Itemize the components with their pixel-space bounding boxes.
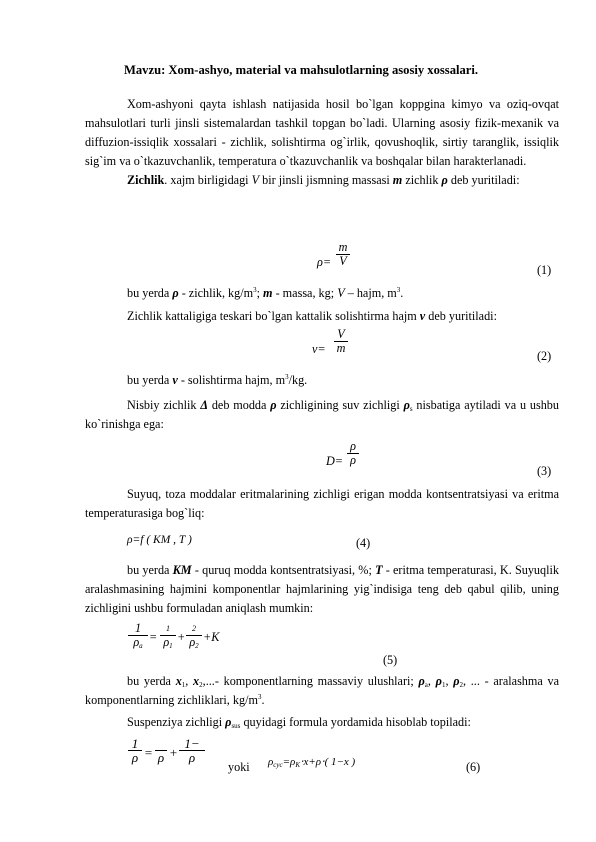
eq4-formula: ρ=f ( KM , T ) — [127, 534, 192, 546]
symbol-v: V — [337, 286, 345, 300]
eq5-fraction-2 — [160, 622, 176, 649]
symbol-delta: Δ — [200, 398, 208, 412]
text: nisbatiga aytiladi va u ushbu ko`rinishga ega: — [85, 398, 559, 431]
subscript: K — [295, 761, 300, 769]
eq6-fraction-2 — [155, 737, 167, 764]
text: – hajm, m — [344, 286, 397, 300]
eq1-denominator: V — [339, 254, 347, 268]
text: Suyuq, toza moddalar eritmalarining zichligi erigan modda kontsentratsiyasi va eritma temperaturasiga bog`liq: — [85, 487, 559, 520]
eq3-number: (3) — [537, 464, 552, 478]
density-definition — [85, 171, 559, 190]
text: - quruq modda kontsentratsiyasi, %; — [191, 563, 376, 577]
eq6-number: (6) — [466, 760, 481, 774]
denominator: ρ — [189, 635, 196, 649]
denominator: ρ — [131, 750, 139, 765]
term-density: Zichlik — [127, 173, 165, 187]
text: , ... - aralashma va komponentlarning zichliklari, kg/m — [85, 674, 560, 707]
eq5-plus-k: +K — [203, 630, 220, 644]
symbol-v: V — [251, 173, 260, 187]
page-title: Mavzu: Xom-ashyo, material va mahsulotlarning asosiy xossalari. — [124, 63, 479, 77]
subscript: cyc — [273, 761, 283, 769]
eq6-equals: = — [144, 745, 153, 760]
eq2-fraction — [334, 328, 348, 355]
numerator: 2 — [192, 624, 196, 633]
eq3-fraction — [347, 440, 359, 467]
eq6-fraction-1 — [128, 737, 142, 764]
eq5-number: (5) — [383, 653, 398, 667]
numerator: 1− — [184, 736, 200, 751]
specific-volume-units — [127, 373, 307, 388]
eq1-numerator: m — [338, 240, 348, 254]
text: bu yerda — [127, 674, 176, 688]
text: deb yuritiladi: — [447, 173, 520, 187]
symbol-km: KM — [172, 563, 192, 577]
subscript: a — [139, 642, 143, 650]
text: deb modda — [207, 398, 271, 412]
text: - komponentlarning massaviy ulushlari; — [214, 674, 419, 688]
denominator: ρ — [157, 750, 165, 765]
subscript: s — [409, 405, 413, 413]
eq5-fraction-1 — [128, 622, 148, 649]
eq4-number: (4) — [356, 536, 371, 550]
text: bir jinsli jismning massasi — [259, 173, 393, 187]
specific-volume-intro — [127, 309, 497, 324]
text: Zichlik kattaligiga teskari bo`lgan kattalik solishtirma hajm — [127, 309, 420, 323]
density-units — [127, 286, 403, 301]
text: - solishtirma hajm, m — [177, 373, 286, 387]
denominator: ρ — [188, 750, 196, 765]
text: zichlik — [402, 173, 442, 187]
text: bu yerda — [127, 373, 173, 387]
eq1-number: (1) — [537, 263, 552, 277]
subscript: 2 — [199, 681, 203, 689]
superscript: 3 — [257, 692, 262, 701]
text: , — [185, 674, 194, 688]
text: . xajm birligidagi — [164, 173, 252, 187]
eq3-numerator: ρ — [350, 439, 356, 453]
text: , — [427, 674, 436, 688]
eq1-lhs: ρ= — [317, 255, 332, 269]
subscript: 1 — [169, 642, 173, 650]
eq6-formula-2 — [268, 755, 355, 768]
symbol-m: m — [263, 286, 273, 300]
eq2-number: (2) — [537, 349, 552, 363]
text: /kg. — [288, 373, 308, 387]
text: Nisbiy zichlik — [127, 398, 201, 412]
subscript: 2 — [459, 681, 463, 689]
symbol-v-lower: v — [419, 309, 426, 323]
eq6-or-label: yoki — [228, 760, 250, 774]
text: =ρ — [282, 756, 296, 768]
text: bu yerda — [127, 286, 173, 300]
eq5-equals: = — [149, 630, 158, 644]
suspension-intro — [127, 715, 471, 730]
subscript: sus — [231, 722, 241, 730]
text: Suspenziya zichligi — [127, 715, 226, 729]
symbol-rho: ρ — [441, 173, 448, 187]
text: bu yerda — [127, 563, 173, 577]
text: - massa, kg; — [272, 286, 338, 300]
symbol-x: x — [175, 674, 182, 688]
symbol-v-lower: v — [172, 373, 178, 387]
subscript: 1 — [441, 681, 446, 689]
subscript: 1 — [181, 681, 186, 689]
text: quyidagi formula yordamida hisoblab topiladi: — [240, 715, 471, 729]
eq5-plus: + — [177, 630, 186, 644]
denominator: ρ — [133, 635, 140, 649]
symbol-rho: ρ — [270, 398, 277, 412]
intro-paragraph — [85, 95, 559, 171]
symbol-rho: ρ — [172, 286, 179, 300]
relative-density-definition — [85, 396, 559, 434]
symbol-m: m — [392, 173, 403, 187]
numerator: 1 — [134, 621, 142, 635]
text: deb yuritiladi: — [425, 309, 497, 323]
intro-text: Xom-ashyoni qayta ishlash natijasida hosil bo`lgan koppgina kimyo va oziq-ovqat mahsulotlari turli jinsli sistemalardan tashkil topgan bo`ladi. Ularning asosiy fizik-mexanik va diffuzion-issiqlik xossalari - zichlik, solishtirma og`irlik, qovushoqlik, sirtiy taranglik, issiqlik sig`im va o`tkazuvchanlik, temperatura o`tkazuvchanlik va boshqalar bilan harakterlanadi. — [85, 97, 559, 168]
symbol-rho: ρ — [418, 674, 425, 688]
mixture-paragraph — [85, 561, 559, 618]
numerator — [155, 737, 167, 750]
symbol-rho: ρ — [225, 715, 232, 729]
eq1-fraction — [336, 241, 350, 268]
text: zichligining suv zichligi — [276, 398, 404, 412]
symbol-rho: ρ — [435, 674, 442, 688]
subscript: 2 — [195, 642, 199, 650]
eq2-numerator: V — [337, 327, 345, 341]
eq6-plus: + — [169, 745, 178, 760]
superscript: 3 — [396, 286, 401, 294]
superscript: 3 — [285, 373, 289, 381]
eq3-lhs: D= — [326, 454, 344, 468]
text: ; — [256, 286, 264, 300]
symbol-rho: ρ — [268, 756, 274, 768]
numerator: 1 — [131, 736, 139, 751]
text: - zichlik, kg/m — [178, 286, 254, 300]
text: - eritma temperaturasi, K. Suyuqlik aralashmasining hajmini komponentlar hajmlarining yig`indisiga teng deb qabul qilib, uning zichligini ushbu formuladan aniqlash mumkin: — [85, 563, 559, 615]
subscript: a — [424, 681, 428, 689]
symbol-t: T — [375, 563, 383, 577]
text: ,... — [202, 674, 215, 688]
eq2-denominator: m — [336, 341, 346, 355]
eq6-fraction-3 — [179, 737, 205, 764]
symbol-x: x — [193, 674, 200, 688]
symbol-rho: ρ — [453, 674, 460, 688]
eq2-lhs: v= — [312, 342, 326, 356]
components-paragraph — [85, 672, 559, 710]
solution-density-paragraph — [85, 485, 559, 523]
text: ⋅x+ρ⋅( 1−x ) — [299, 756, 356, 768]
text: . — [261, 692, 265, 707]
text: , — [445, 674, 454, 688]
symbol-rho-s: ρ — [403, 398, 410, 412]
numerator: 1 — [166, 624, 170, 633]
eq5-fraction-3 — [186, 622, 202, 649]
eq3-denominator: ρ — [350, 453, 356, 467]
superscript: 3 — [253, 286, 257, 294]
denominator: ρ — [163, 635, 170, 649]
text: . — [400, 286, 404, 300]
